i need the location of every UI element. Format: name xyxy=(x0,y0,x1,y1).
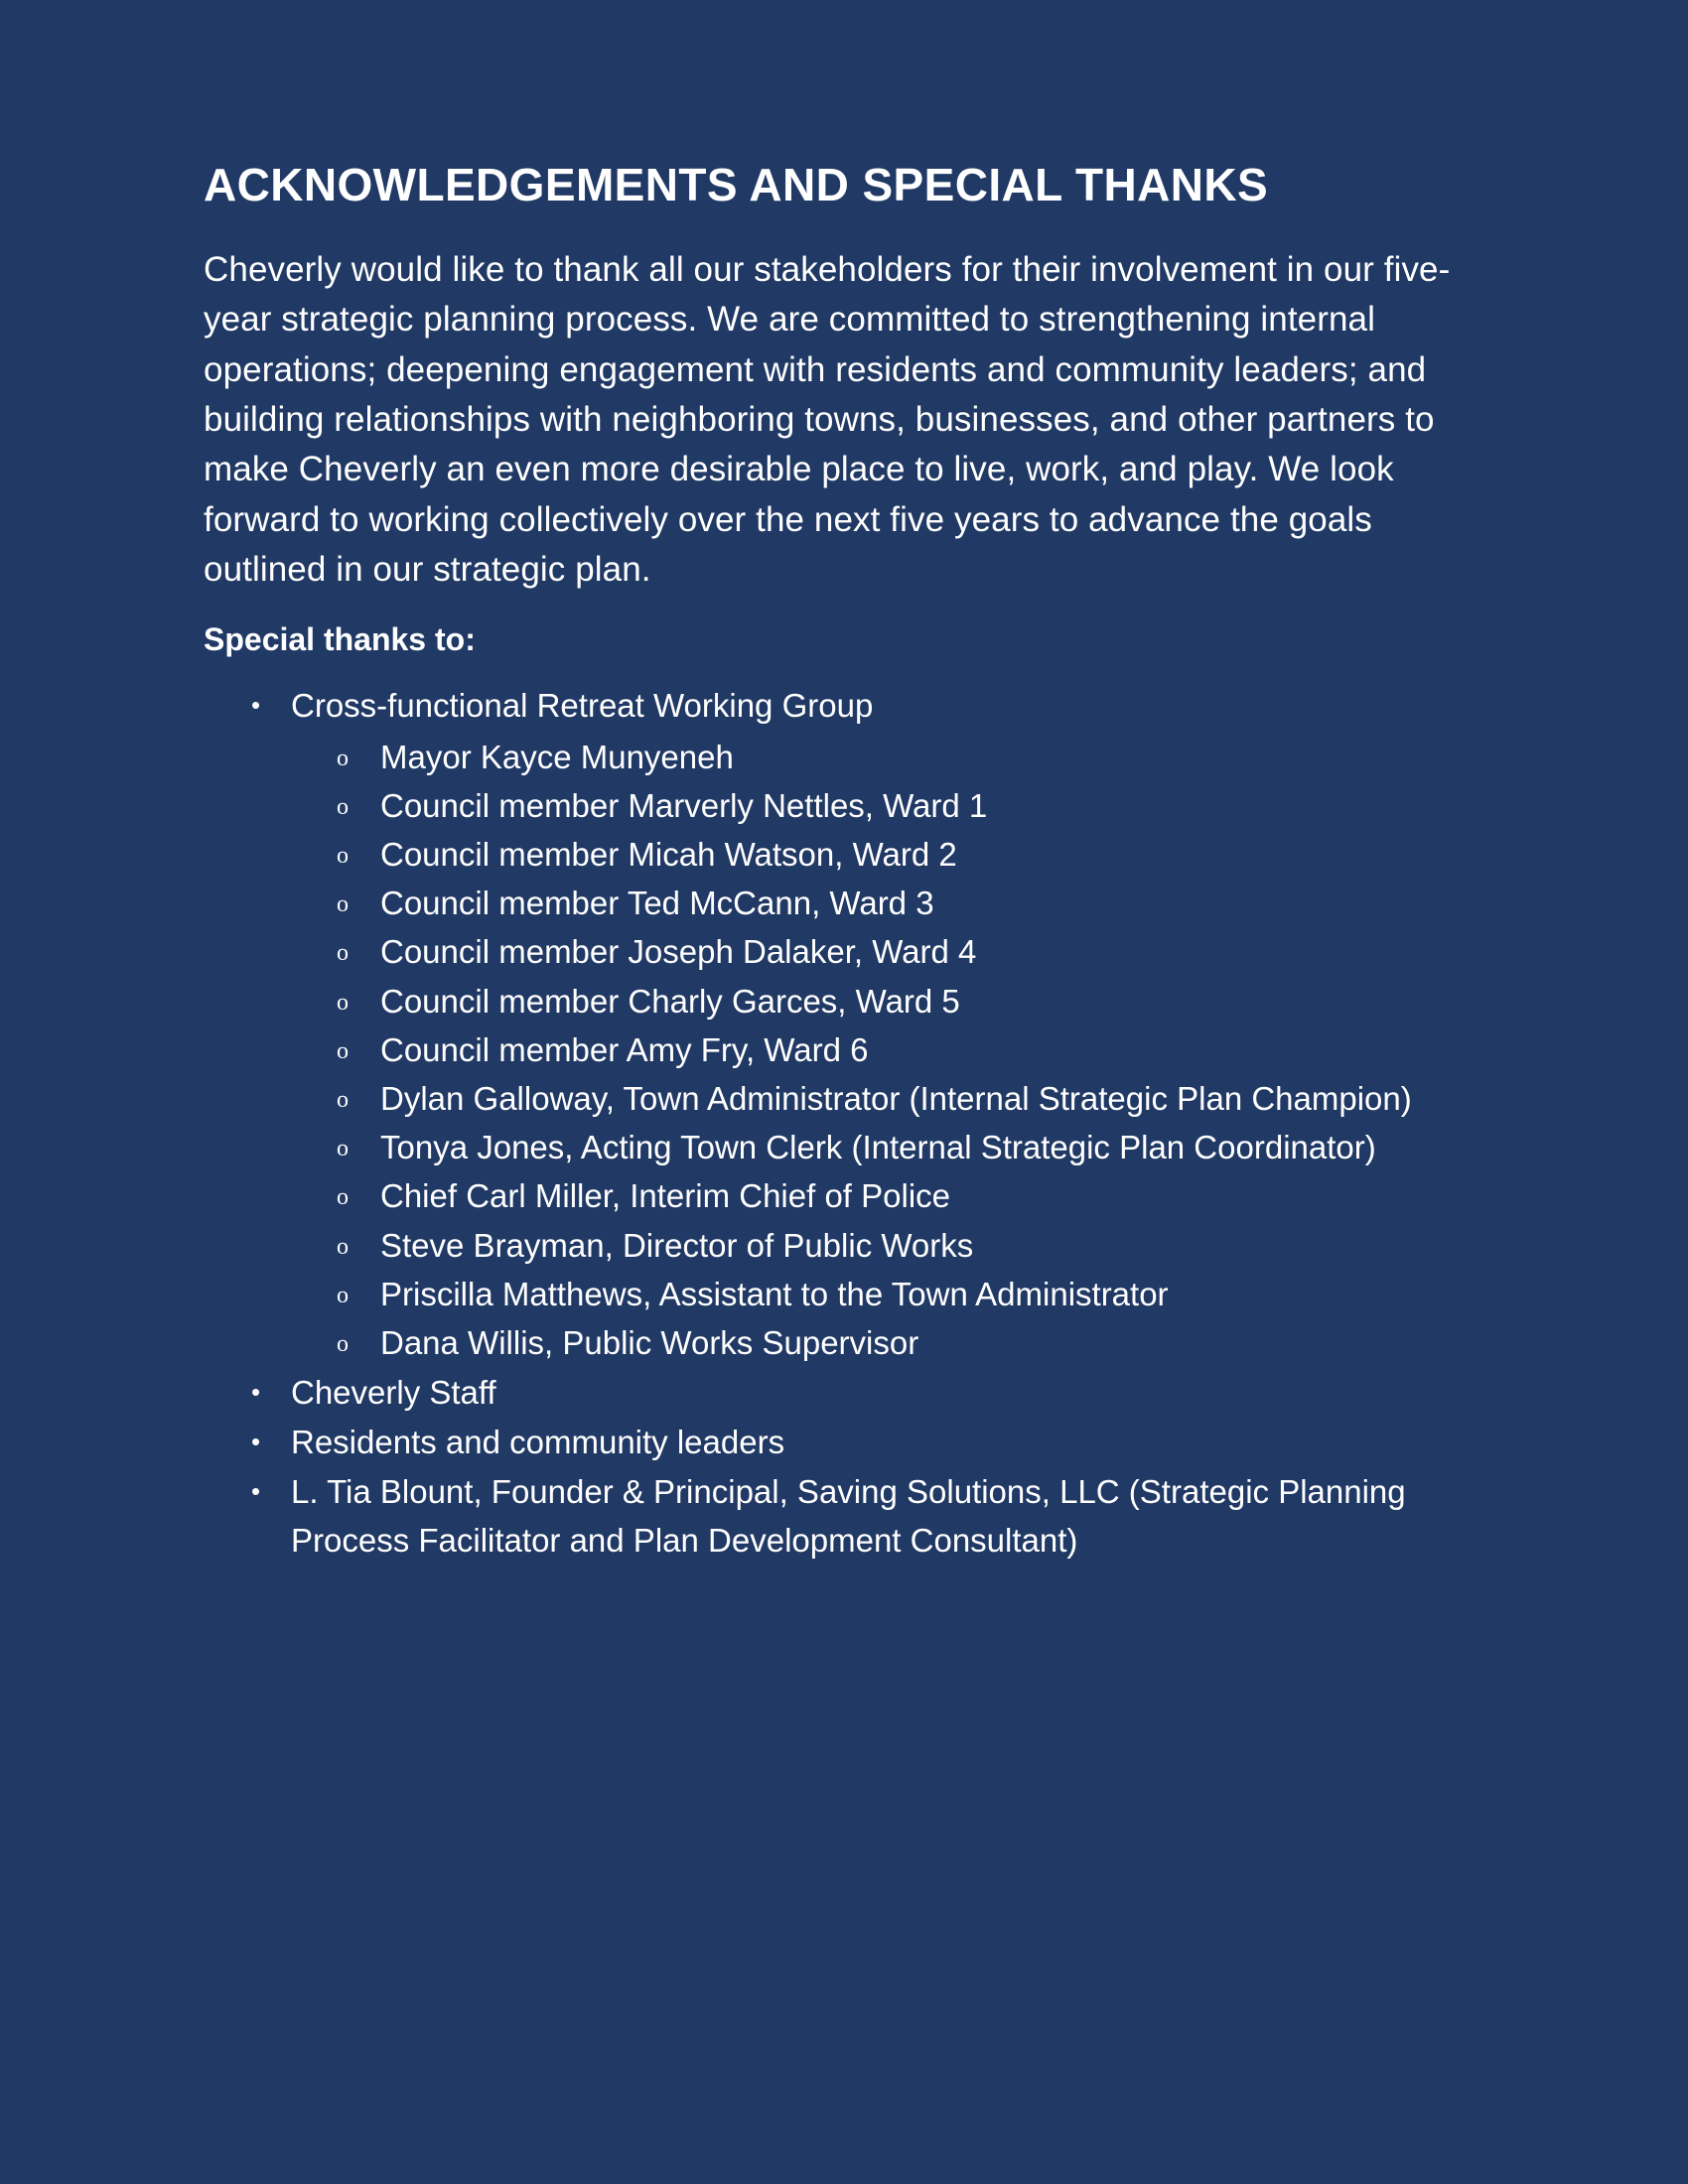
sub-list-item-label: Dylan Galloway, Town Administrator (Internal Strategic Plan Champion) xyxy=(380,1080,1412,1117)
sub-list-item xyxy=(291,1172,1489,1220)
bullet-icon: • xyxy=(251,1476,261,1507)
sub-list-item-label: Mayor Kayce Munyeneh xyxy=(380,738,734,775)
sub-list-item-label: Council member Micah Watson, Ward 2 xyxy=(380,836,957,874)
circle-bullet-icon: o xyxy=(337,1087,349,1113)
bullet-icon: • xyxy=(251,1427,261,1457)
sub-list-item-label: Tonya Jones, Acting Town Clerk (Internal Strategic Plan Coordinator) xyxy=(380,1129,1376,1166)
bullet-icon: • xyxy=(251,1377,261,1408)
list-item xyxy=(204,1369,1489,1417)
sub-list-item-label: Dana Willis, Public Works Supervisor xyxy=(380,1323,919,1361)
sub-list-item xyxy=(291,1075,1489,1123)
sub-list-item xyxy=(291,928,1489,976)
circle-bullet-icon: o xyxy=(337,793,349,820)
list-item-label: L. Tia Blount, Founder & Principal, Saving Solutions, LLC (Strategic Planning Process Facilitator and Plan Development Consultant) xyxy=(291,1473,1406,1559)
sub-list-item xyxy=(291,1271,1489,1318)
circle-bullet-icon: o xyxy=(337,989,349,1016)
page-title: ACKNOWLEDGEMENTS AND SPECIAL THANKS xyxy=(204,159,1269,210)
circle-bullet-icon: o xyxy=(337,1282,349,1308)
sub-list-item xyxy=(291,1026,1489,1074)
sub-list-item-label: Steve Brayman, Director of Public Works xyxy=(380,1226,974,1264)
list-item xyxy=(204,1419,1489,1466)
sub-list-item xyxy=(291,831,1489,879)
sub-list-item-label: Council member Joseph Dalaker, Ward 4 xyxy=(380,933,977,971)
sub-list-item xyxy=(291,978,1489,1025)
sub-list xyxy=(291,734,1489,1367)
list-item-label: Cross-functional Retreat Working Group xyxy=(291,686,874,724)
circle-bullet-icon: o xyxy=(337,940,349,967)
sub-list-item xyxy=(291,1319,1489,1367)
circle-bullet-icon: o xyxy=(337,843,349,870)
sub-list-item-label: Chief Carl Miller, Interim Chief of Police xyxy=(380,1177,951,1215)
circle-bullet-icon: o xyxy=(337,1037,349,1064)
bullet-icon: • xyxy=(251,689,261,720)
list-item-label: Residents and community leaders xyxy=(291,1424,785,1461)
circle-bullet-icon: o xyxy=(337,1330,349,1357)
sub-list-item xyxy=(291,1124,1489,1171)
list-item xyxy=(204,1468,1489,1564)
sub-list-item xyxy=(291,880,1489,927)
sub-list-item-label: Council member Ted McCann, Ward 3 xyxy=(380,885,934,922)
sub-list-item xyxy=(291,734,1489,781)
circle-bullet-icon: o xyxy=(337,745,349,771)
sub-list-item-label: Council member Charly Garces, Ward 5 xyxy=(380,982,960,1020)
circle-bullet-icon: o xyxy=(337,891,349,918)
sub-list-item-label: Council member Marverly Nettles, Ward 1 xyxy=(380,786,988,824)
circle-bullet-icon: o xyxy=(337,1184,349,1211)
circle-bullet-icon: o xyxy=(337,1233,349,1260)
sub-list-item xyxy=(291,1222,1489,1270)
acknowledgements-list xyxy=(204,682,1489,1565)
list-item-label: Cheverly Staff xyxy=(291,1374,496,1412)
intro-paragraph: Cheverly would like to thank all our stakeholders for their involvement in our five-year strategic planning process. We are committed to strengthening internal operations; deepening engagement with residents and community leaders; and building relationships with neighboring towns, businesses, and other partners to make Cheverly an even more desirable place to live, work, and play. We look forward to working collectively over the next five years to advance the goals outlined in our strategic plan. xyxy=(204,249,1451,590)
sub-list-item xyxy=(291,782,1489,830)
list-item xyxy=(204,682,1489,1367)
sub-list-item-label: Council member Amy Fry, Ward 6 xyxy=(380,1030,869,1068)
sub-list-item-label: Priscilla Matthews, Assistant to the Town Administrator xyxy=(380,1275,1169,1312)
circle-bullet-icon: o xyxy=(337,1136,349,1162)
special-thanks-heading: Special thanks to: xyxy=(204,620,476,657)
